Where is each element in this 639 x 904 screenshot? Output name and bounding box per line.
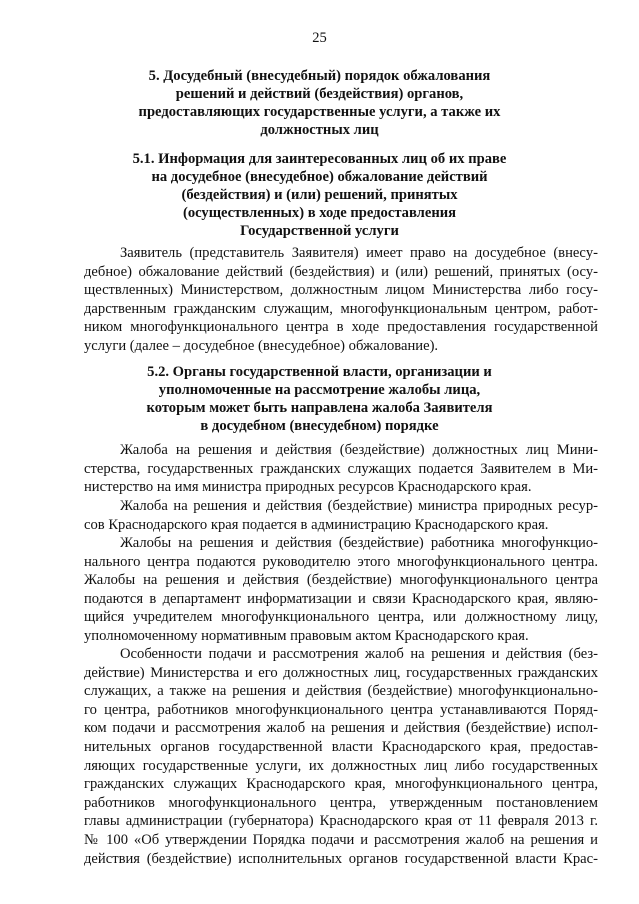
page-number: 25: [312, 30, 327, 46]
text-line: работников многофункционального центра, утвержденным постановлением: [84, 794, 598, 811]
text-line: служащих, а также на решения и действия (бездействие) многофункционально-: [84, 683, 598, 700]
text-line: сов Краснодарского края подается в администрацию Краснодарского края.: [84, 516, 549, 533]
section-5-2-paragraph-1: [84, 441, 598, 497]
heading-line: (бездействия) и (или) решений, принятых: [181, 187, 458, 203]
text-line: Жалобы на решения и действия (бездействие) работника многофункцио-: [120, 535, 598, 551]
heading-line: которым может быть направлена жалоба Заявителя: [146, 400, 493, 416]
heading-line: решений и действий (бездействия) органов,: [175, 86, 464, 102]
text-line: ком подачи и рассмотрения жалоб на решения и действия (бездействие) испол-: [84, 720, 598, 737]
heading-line: Государственной услуги: [240, 223, 399, 239]
heading-line: (осуществленных) в ходе предоставления: [182, 205, 457, 221]
text-line: нистерство на имя министра природных ресурсов Краснодарского края.: [84, 479, 532, 496]
text-line: нительных органов государственной власти Краснодарского края, предостав-: [84, 738, 598, 755]
heading-line: уполномоченные на рассмотрение жалобы лица,: [158, 382, 481, 398]
heading-line: предоставляющих государственные услуги, а также их: [138, 104, 501, 120]
heading-line: на досудебное (внесудебное) обжалование действий: [151, 169, 488, 185]
text-line: дебное) обжалование действий (бездействия) и (или) решений, принятых (осу-: [84, 263, 598, 280]
heading-line: 5. Досудебный (внесудебный) порядок обжалования: [148, 68, 491, 84]
text-line: ляющих государственные услуги, их должностных лиц либо государственных: [84, 757, 598, 774]
text-line: нального центра подаются руководителю этого многофункционального центра.: [84, 553, 598, 570]
text-line: действие) Министерства и его должностных лиц, государственных гражданских: [84, 664, 598, 681]
heading-line: 5.2. Органы государственной власти, организации и: [147, 364, 492, 380]
text-line: главы администрации (губернатора) Краснодарского края от 11 февраля 2013 г.: [84, 813, 598, 830]
text-line: го центра, работников многофункционального центра устанавливаются Поряд-: [84, 701, 598, 718]
text-line: стерства, государственных гражданских служащих подается Заявителем в Ми-: [84, 460, 598, 477]
section-5-2-paragraph-3: [84, 534, 598, 646]
text-line: подаются в департамент информатизации и связи Краснодарского края, являю-: [84, 590, 598, 607]
section-5-1-heading: [0, 150, 639, 240]
heading-line: должностных лиц: [260, 122, 379, 138]
text-line: ником многофункционального центра в ходе предоставления государственной: [84, 319, 598, 336]
heading-line: в досудебном (внесудебном) порядке: [200, 418, 439, 434]
text-line: Особенности подачи и рассмотрения жалоб на решения и действия (без-: [120, 646, 598, 662]
section-5-heading: [0, 67, 639, 139]
text-line: щийся учредителем многофункционального центра, или должностному лицу,: [84, 609, 598, 626]
text-line: Жалоба на решения и действия (бездействие) должностных лиц Мини-: [120, 442, 598, 458]
text-line: Жалоба на решения и действия (бездействие) министра природных ресур-: [120, 498, 598, 514]
text-line: ществленных) Министерством, должностным лицом Министерства либо госу-: [84, 282, 598, 299]
section-5-2-paragraph-2: [84, 497, 598, 534]
text-line: дарственным гражданским служащим, многофункциональным центром, работ-: [84, 300, 598, 317]
text-line: № 100 «Об утверждении Порядка подачи и рассмотрения жалоб на решения и: [84, 831, 598, 848]
text-line: уполномоченному нормативным правовым актом Краснодарского края.: [84, 627, 529, 644]
section-5-1-paragraph: [84, 244, 598, 356]
text-line: Заявитель (представитель Заявителя) имеет право на досудебное (внеcу-: [120, 245, 598, 261]
text-line: действия (бездействие) исполнительных органов государственной власти Крас-: [84, 850, 598, 867]
section-5-2-paragraph-4: [84, 645, 598, 868]
section-5-2-heading: [0, 363, 639, 435]
text-line: Жалобы на решения и действия (бездействие) многофункционального центра: [84, 572, 598, 589]
heading-line: 5.1. Информация для заинтересованных лиц об их праве: [132, 151, 507, 167]
text-line: услуги (далее – досудебное (внесудебное) обжалование).: [84, 337, 439, 354]
text-line: гражданских служащих Краснодарского края, многофункционального центра,: [84, 776, 598, 793]
